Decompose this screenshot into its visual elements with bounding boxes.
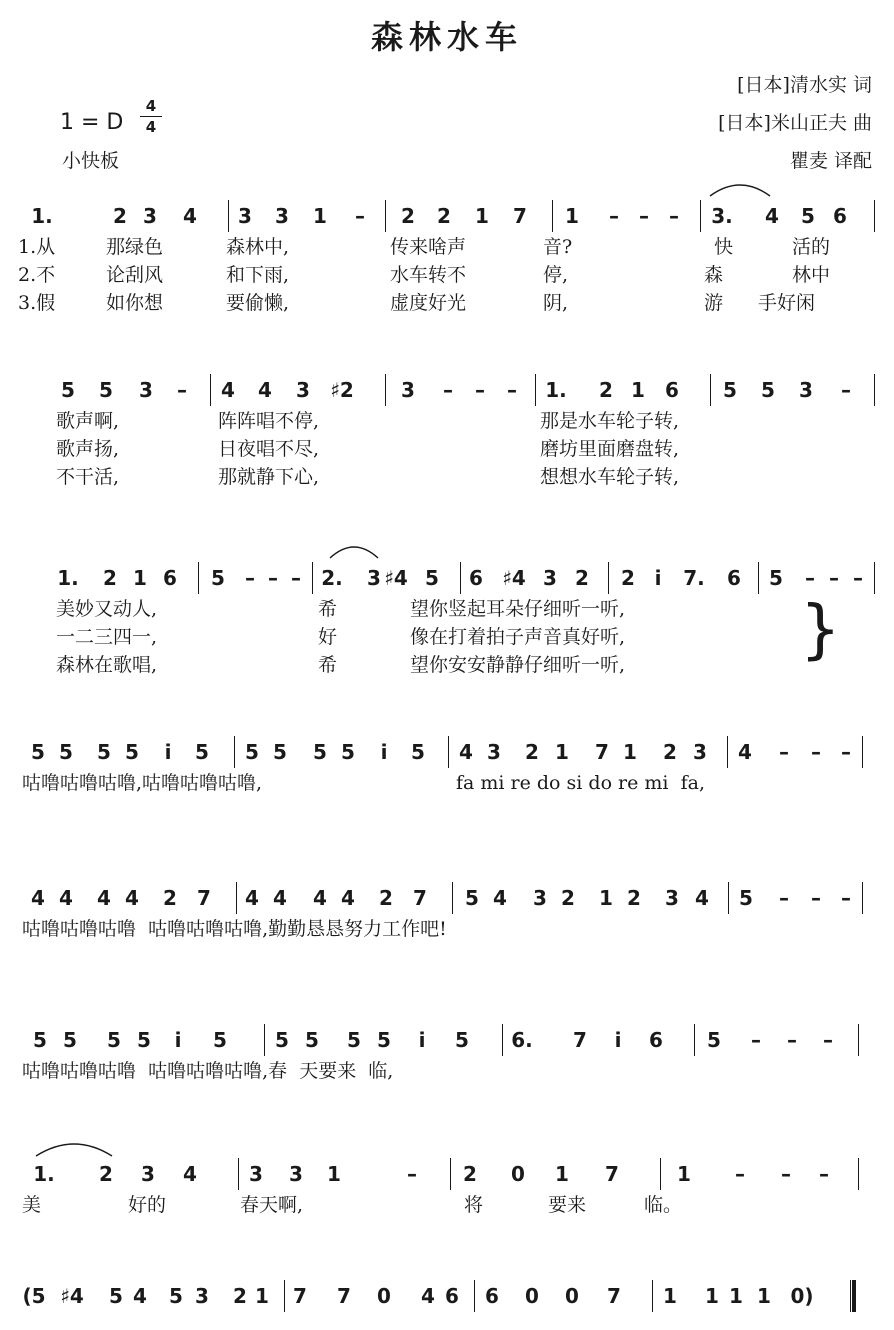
- note: i: [418, 1028, 426, 1052]
- lyric-text: 好: [318, 626, 338, 648]
- note: 4: [221, 378, 235, 402]
- lyric-line: [0, 262, 894, 288]
- note: 5: [411, 740, 425, 764]
- note: 7: [197, 886, 211, 910]
- lyric-text: 像在打着拍子声音真好听,: [410, 626, 626, 648]
- note: 5: [59, 740, 73, 764]
- lyric-text: 要来: [548, 1194, 587, 1216]
- note: 0: [377, 1284, 391, 1308]
- note: –: [751, 1028, 761, 1052]
- note: 2: [627, 886, 641, 910]
- lyric-text: 3.假: [18, 292, 56, 314]
- barline: [858, 1158, 859, 1190]
- note-row: [0, 1280, 894, 1312]
- barline: [210, 374, 211, 406]
- note: 1: [631, 378, 645, 402]
- lyric-line: [0, 652, 894, 678]
- note: 5: [137, 1028, 151, 1052]
- lyric-text: 如你想: [106, 292, 164, 314]
- note: 4: [313, 886, 327, 910]
- time-signature-top: 4: [145, 97, 157, 115]
- note: 3: [249, 1162, 263, 1186]
- note: –: [841, 740, 851, 764]
- note: 5: [211, 566, 225, 590]
- lyric-text: 1.从: [18, 236, 56, 258]
- note: 6: [665, 378, 679, 402]
- lyric-text: 日夜唱不尽,: [218, 438, 320, 460]
- note: 2: [379, 886, 393, 910]
- note: 2: [113, 204, 127, 228]
- barline: [450, 1158, 451, 1190]
- translator-credit: 瞿麦 译配: [789, 150, 872, 172]
- note: –: [407, 1162, 417, 1186]
- note: 6: [163, 566, 177, 590]
- barline: [758, 562, 759, 594]
- lyric-text: 传来啥声: [390, 236, 467, 258]
- note: 3: [533, 886, 547, 910]
- note: 5: [377, 1028, 391, 1052]
- final-barline: [850, 1280, 856, 1312]
- lyric-text: 森林中,: [226, 236, 290, 258]
- note: 7: [573, 1028, 587, 1052]
- lyric-text: 一二三四一,: [56, 626, 158, 648]
- note-row: [0, 374, 894, 406]
- note: –: [819, 1162, 829, 1186]
- note: 1: [555, 1162, 569, 1186]
- note: –: [841, 378, 851, 402]
- note: –: [853, 566, 863, 590]
- note: 4: [493, 886, 507, 910]
- barline: [264, 1024, 265, 1056]
- barline: [652, 1280, 653, 1312]
- lyric-text: 森林在歌唱,: [56, 654, 158, 676]
- note: i: [164, 740, 172, 764]
- lyric-line: [0, 916, 894, 942]
- barline: [552, 200, 553, 232]
- note: 1: [705, 1284, 719, 1308]
- note: 2: [437, 204, 451, 228]
- barline: [284, 1280, 285, 1312]
- note: 2: [525, 740, 539, 764]
- note-row: [0, 562, 894, 594]
- note: 7: [337, 1284, 351, 1308]
- barline: [862, 736, 863, 768]
- note: 0: [511, 1162, 525, 1186]
- note: 2: [163, 886, 177, 910]
- barline: [385, 374, 386, 406]
- note: i: [654, 566, 662, 590]
- lyric-text: 那绿色: [106, 236, 164, 258]
- note: –: [805, 566, 815, 590]
- note: –: [639, 204, 649, 228]
- note: –: [355, 204, 365, 228]
- note: –: [245, 566, 255, 590]
- note: ♯2: [330, 378, 354, 402]
- note: 1: [623, 740, 637, 764]
- note: 4: [459, 740, 473, 764]
- note: 6: [727, 566, 741, 590]
- note: –: [779, 740, 789, 764]
- note: 2: [599, 378, 613, 402]
- barline: [228, 200, 229, 232]
- lyric-text: 要偷懒,: [226, 292, 290, 314]
- note: 1.: [31, 204, 53, 228]
- note: –: [268, 566, 278, 590]
- note: 1: [133, 566, 147, 590]
- lyric-text: 咕噜咕噜咕噜,咕噜咕噜咕噜,: [22, 772, 263, 794]
- note: 4: [258, 378, 272, 402]
- note: –: [823, 1028, 833, 1052]
- note: –: [811, 886, 821, 910]
- lyric-text: 阵阵唱不停,: [218, 410, 320, 432]
- lyric-text: 咕噜咕噜咕噜 咕噜咕噜咕噜,勤勤恳恳努力工作吧!: [22, 918, 447, 940]
- key-signature: 1 = D: [60, 110, 124, 135]
- note: 5: [245, 740, 259, 764]
- note: 2: [233, 1284, 247, 1308]
- note: –: [475, 378, 485, 402]
- note: 5: [801, 204, 815, 228]
- note: –: [291, 566, 301, 590]
- note: –: [669, 204, 679, 228]
- note: 6.: [511, 1028, 533, 1052]
- composer-credit: [日本]米山正夫 曲: [718, 112, 872, 134]
- note: 5: [425, 566, 439, 590]
- note: 5: [31, 740, 45, 764]
- lyric-text: 临。: [644, 1194, 683, 1216]
- brace-mark: }: [800, 593, 841, 667]
- barline: [660, 1158, 661, 1190]
- lyric-text: 美妙又动人,: [56, 598, 158, 620]
- tempo-marking: 小快板: [62, 150, 120, 172]
- lyric-text: 游: [704, 292, 724, 314]
- barline: [502, 1024, 503, 1056]
- barline: [535, 374, 536, 406]
- note: 5: [63, 1028, 77, 1052]
- note: 7: [513, 204, 527, 228]
- barline: [236, 882, 237, 914]
- note: 6: [485, 1284, 499, 1308]
- note-row: [0, 882, 894, 914]
- lyricist-credit: [日本]清水实 词: [737, 74, 872, 96]
- note: 5: [275, 1028, 289, 1052]
- note: ♯4: [384, 566, 408, 590]
- note: 5: [125, 740, 139, 764]
- note: –: [781, 1162, 791, 1186]
- lyric-line: [0, 770, 894, 796]
- barline: [452, 882, 453, 914]
- note: 1: [313, 204, 327, 228]
- note: 1: [677, 1162, 691, 1186]
- note: 5: [707, 1028, 721, 1052]
- barline: [727, 736, 728, 768]
- note: 2: [103, 566, 117, 590]
- note: 3: [367, 566, 381, 590]
- note: 7: [607, 1284, 621, 1308]
- lyric-text: 磨坊里面磨盘转,: [540, 438, 680, 460]
- lyric-text: 春天啊,: [240, 1194, 304, 1216]
- barline: [694, 1024, 695, 1056]
- note: 3.: [711, 204, 733, 228]
- note: 3: [143, 204, 157, 228]
- lyric-text: 那就静下心,: [218, 466, 320, 488]
- note: 6: [469, 566, 483, 590]
- note: 4: [695, 886, 709, 910]
- note: 3: [401, 378, 415, 402]
- note: 5: [169, 1284, 183, 1308]
- note: 7: [413, 886, 427, 910]
- note: 3: [289, 1162, 303, 1186]
- lyric-text: 论刮风: [106, 264, 164, 286]
- note: 3: [487, 740, 501, 764]
- note: 5: [739, 886, 753, 910]
- note: 1: [475, 204, 489, 228]
- note: 1.: [545, 378, 567, 402]
- note: 2: [575, 566, 589, 590]
- note: 4: [183, 1162, 197, 1186]
- lyric-line: [0, 436, 894, 462]
- note: 5: [761, 378, 775, 402]
- barline: [874, 374, 875, 406]
- lyric-text: 和下雨,: [226, 264, 290, 286]
- lyric-text: 将: [464, 1194, 484, 1216]
- barline: [728, 882, 729, 914]
- note: 7.: [683, 566, 705, 590]
- lyric-text: 美: [22, 1194, 42, 1216]
- note: 5: [195, 740, 209, 764]
- lyric-text: 好的: [128, 1194, 167, 1216]
- note: 3: [693, 740, 707, 764]
- note: 3: [665, 886, 679, 910]
- note: 5: [341, 740, 355, 764]
- note: 5: [305, 1028, 319, 1052]
- note: 3: [141, 1162, 155, 1186]
- barline: [874, 562, 875, 594]
- note: i: [614, 1028, 622, 1052]
- note: 5: [273, 740, 287, 764]
- note: i: [380, 740, 388, 764]
- note: 3: [296, 378, 310, 402]
- note: 1: [255, 1284, 269, 1308]
- note: 6: [649, 1028, 663, 1052]
- note: 3: [799, 378, 813, 402]
- note: 5: [61, 378, 75, 402]
- lyric-text: 望你竖起耳朵仔细听一听,: [410, 598, 626, 620]
- time-signature-bottom: 4: [145, 118, 157, 136]
- note: 5: [723, 378, 737, 402]
- barline: [862, 882, 863, 914]
- note: 1.: [57, 566, 79, 590]
- note: 0): [790, 1284, 814, 1308]
- note: 5: [769, 566, 783, 590]
- note: 7: [595, 740, 609, 764]
- note: 4: [183, 204, 197, 228]
- note: 3: [195, 1284, 209, 1308]
- note: 5: [465, 886, 479, 910]
- barline: [460, 562, 461, 594]
- lyric-line: [0, 624, 894, 650]
- page-title: 森林水车: [370, 18, 523, 56]
- note: –: [779, 886, 789, 910]
- note: i: [174, 1028, 182, 1052]
- note: 4: [245, 886, 259, 910]
- note: 3: [139, 378, 153, 402]
- note: 2: [401, 204, 415, 228]
- lyric-line: [0, 1058, 894, 1084]
- note: 2: [463, 1162, 477, 1186]
- barline: [858, 1024, 859, 1056]
- note: 5: [109, 1284, 123, 1308]
- barline: [710, 374, 711, 406]
- lyric-text: 音?: [543, 236, 573, 258]
- lyric-line: [0, 408, 894, 434]
- slur-mark: [34, 1138, 114, 1160]
- note: 1: [327, 1162, 341, 1186]
- barline: [448, 736, 449, 768]
- lyric-text: 那是水车轮子转,: [540, 410, 680, 432]
- barline: [385, 200, 386, 232]
- note: 0: [525, 1284, 539, 1308]
- note: 4: [59, 886, 73, 910]
- note: 5: [107, 1028, 121, 1052]
- lyric-text: 望你安安静静仔细听一听,: [410, 654, 626, 676]
- note: 2: [99, 1162, 113, 1186]
- lyric-text: 林中: [792, 264, 831, 286]
- note: 3: [238, 204, 252, 228]
- lyric-text: 咕噜咕噜咕噜 咕噜咕噜咕噜,春 天要来 临,: [22, 1060, 394, 1082]
- note: –: [507, 378, 517, 402]
- note-row: [0, 1024, 894, 1056]
- lyric-text: 希: [318, 654, 338, 676]
- note: 1: [757, 1284, 771, 1308]
- note: 0: [565, 1284, 579, 1308]
- lyric-text: 歌声啊,: [56, 410, 120, 432]
- note: –: [787, 1028, 797, 1052]
- time-signature: [140, 98, 162, 135]
- note: –: [443, 378, 453, 402]
- note: 1: [599, 886, 613, 910]
- lyric-line: [0, 234, 894, 260]
- note: 2: [621, 566, 635, 590]
- barline: [312, 562, 313, 594]
- note-row: [0, 200, 894, 232]
- note: 5: [97, 740, 111, 764]
- note-row: [0, 736, 894, 768]
- note: 1: [555, 740, 569, 764]
- note: 5: [33, 1028, 47, 1052]
- barline: [874, 200, 875, 232]
- lyric-text: 希: [318, 598, 338, 620]
- note: 4: [738, 740, 752, 764]
- note: 4: [765, 204, 779, 228]
- note: ♯4: [502, 566, 526, 590]
- note: –: [609, 204, 619, 228]
- lyric-text: 2.不: [18, 264, 56, 286]
- note: 3: [543, 566, 557, 590]
- note-row: [0, 1158, 894, 1190]
- lyric-text: 活的: [792, 236, 831, 258]
- barline: [700, 200, 701, 232]
- lyric-text: 水车转不: [390, 264, 467, 286]
- lyric-text: 歌声扬,: [56, 438, 120, 460]
- note: 1: [663, 1284, 677, 1308]
- lyric-line: [0, 596, 894, 622]
- lyric-text: 快: [714, 236, 734, 258]
- note: 2: [663, 740, 677, 764]
- note: 2.: [321, 566, 343, 590]
- lyric-text: 虚度好光: [390, 292, 467, 314]
- note: (5: [22, 1284, 46, 1308]
- barline: [608, 562, 609, 594]
- note: 1: [565, 204, 579, 228]
- note: 5: [455, 1028, 469, 1052]
- lyric-text: 想想水车轮子转,: [540, 466, 680, 488]
- barline: [238, 1158, 239, 1190]
- note: –: [177, 378, 187, 402]
- note: 5: [99, 378, 113, 402]
- note: 1.: [33, 1162, 55, 1186]
- note: 4: [97, 886, 111, 910]
- note: 7: [605, 1162, 619, 1186]
- note: 1: [729, 1284, 743, 1308]
- note: 6: [833, 204, 847, 228]
- slur-mark: [708, 180, 772, 200]
- barline: [234, 736, 235, 768]
- note: –: [841, 886, 851, 910]
- lyric-text: 森: [704, 264, 724, 286]
- note: 5: [347, 1028, 361, 1052]
- note: 4: [125, 886, 139, 910]
- note: –: [829, 566, 839, 590]
- lyric-line: [0, 290, 894, 316]
- note: 5: [313, 740, 327, 764]
- note: –: [811, 740, 821, 764]
- note: 4: [421, 1284, 435, 1308]
- note: 5: [213, 1028, 227, 1052]
- note: 4: [31, 886, 45, 910]
- note: 4: [273, 886, 287, 910]
- lyric-text: 停,: [543, 264, 569, 286]
- note: –: [735, 1162, 745, 1186]
- note: 6: [445, 1284, 459, 1308]
- note: 4: [341, 886, 355, 910]
- lyric-text: 阴,: [543, 292, 569, 314]
- note: 4: [133, 1284, 147, 1308]
- note: 2: [561, 886, 575, 910]
- lyric-text: fa mi re do si do re mi fa,: [456, 772, 705, 794]
- barline: [474, 1280, 475, 1312]
- lyric-line: [0, 1192, 894, 1218]
- note: ♯4: [60, 1284, 84, 1308]
- lyric-line: [0, 464, 894, 490]
- lyric-text: 手好闲: [758, 292, 816, 314]
- lyric-text: 不干活,: [56, 466, 120, 488]
- note: 3: [275, 204, 289, 228]
- note: 7: [293, 1284, 307, 1308]
- barline: [198, 562, 199, 594]
- slur-mark: [328, 542, 380, 562]
